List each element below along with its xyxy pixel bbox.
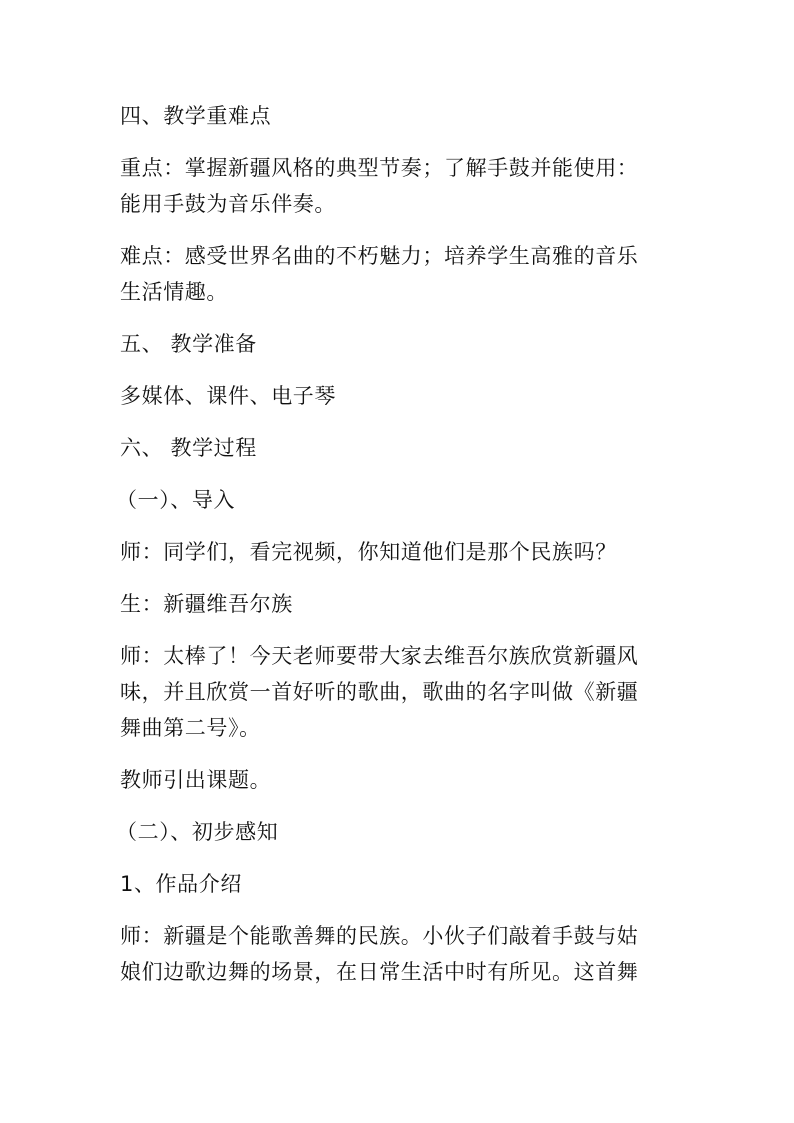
text-line: 舞曲第二号》。 — [120, 716, 261, 740]
text-line: 难点：感受世界名曲的不朽魅力；培养学生高雅的音乐 — [120, 244, 639, 268]
text-line: 重点：掌握新疆风格的典型节奏；了解手鼓并能使用： — [120, 156, 639, 180]
materials-paragraph — [120, 378, 680, 414]
teacher-dialogue-3 — [120, 918, 680, 990]
text-line: 师：新疆是个能歌善舞的民族。小伙子们敲着手鼓与姑 — [120, 924, 639, 948]
key-points-paragraph — [120, 150, 680, 222]
text-line: 生活情趣。 — [120, 280, 228, 304]
teacher-intro-paragraph — [120, 762, 680, 798]
text-line: 师：同学们，看完视频，你知道他们是那个民族吗？ — [120, 540, 617, 564]
text-line: 六、 教学过程 — [120, 436, 257, 460]
teacher-dialogue-1 — [120, 534, 680, 570]
section-heading-4 — [120, 98, 680, 134]
text-line: 师：太棒了！今天老师要带大家去维吾尔族欣赏新疆风 — [120, 644, 639, 668]
section-work-intro — [120, 866, 680, 902]
difficult-points-paragraph — [120, 238, 680, 310]
subheading-perception — [116, 814, 680, 850]
subheading-intro — [116, 482, 680, 518]
text-line: 五、 教学准备 — [120, 332, 257, 356]
text-line: 教师引出课题。 — [120, 768, 272, 792]
document-body — [116, 98, 680, 1006]
text-line: 1、作品介绍 — [120, 872, 242, 896]
section-heading-5 — [120, 326, 680, 362]
text-line: 多媒体、课件、电子琴 — [120, 384, 336, 408]
text-line: 生：新疆维吾尔族 — [120, 592, 293, 616]
student-dialogue-1 — [120, 586, 680, 622]
text-line: 娘们边歌边舞的场景，在日常生活中时有所见。这首舞 — [120, 960, 639, 984]
text-line: （一）、导入 — [116, 488, 236, 512]
section-heading-6 — [120, 430, 680, 466]
text-line: 四、教学重难点 — [120, 104, 272, 128]
teacher-dialogue-2 — [120, 638, 680, 746]
text-line: 味，并且欣赏一首好听的歌曲，歌曲的名字叫做《新疆 — [120, 680, 639, 704]
text-line: （二）、初步感知 — [116, 820, 279, 844]
text-line: 能用手鼓为音乐伴奏。 — [120, 192, 336, 216]
